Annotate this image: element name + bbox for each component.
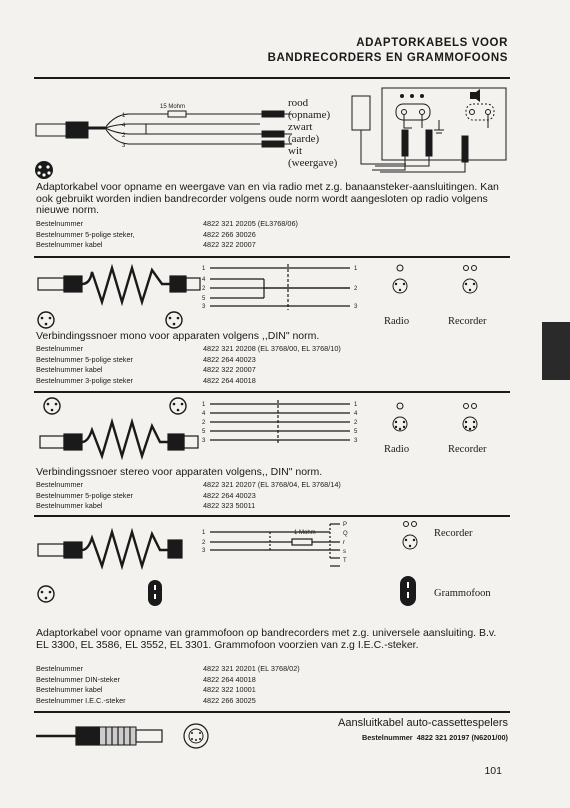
section5-diagram [36,718,226,754]
pin-label: 1 [122,113,126,119]
order-number: 4822 322 10001 [203,685,256,695]
pin-label: 5 [354,429,358,435]
order-number: 4822 321 20205 (EL3768/06) [203,219,298,228]
order-number: 4822 321 20197 (N6201/00) [416,733,508,742]
order-label: Bestelnummer [36,219,84,228]
section2-diagram [30,260,510,332]
section3-description: Verbindingssnoer stereo voor apparaten volgens,, DIN" norm. [36,466,323,478]
pin-label: 2 [202,540,206,546]
divider [34,391,510,393]
tape-reel-icon [464,266,469,271]
din-socket-icon [38,312,54,328]
order-number: 4822 264 40018 [203,674,256,684]
din-socket-icon [170,398,186,414]
pin-label: 1 [202,402,206,408]
microphone-icon [397,403,403,409]
order-row [36,675,300,686]
pin-label: 2 [354,286,358,292]
tape-reel-icon [404,522,409,527]
pin-label: 2 [202,286,206,292]
pin-label: 2 [122,133,126,139]
iec-plug-icon [400,576,416,606]
pin-label: T [343,558,347,564]
order-label: Bestelnummer [36,664,84,673]
pin-label: 1 [354,402,358,408]
din-plug-icon [36,124,66,136]
order-label: Bestelnummer 5-polige steker [36,354,133,364]
divider [34,515,510,517]
pin-label: 2 [202,420,206,426]
order-label: Bestelnummer kabel [36,365,103,375]
section3-order-list [36,480,341,512]
wire-label: rood [288,97,309,109]
pin-label: 1 [354,266,358,272]
order-row [36,230,298,241]
label-radio: Radio [384,316,410,327]
section2-order-list [36,344,341,386]
label-grammofoon: Grammofoon [434,588,491,599]
pin-label: Q [343,531,348,537]
pin-label: 1 [202,266,206,272]
label-recorder: Recorder [434,528,473,539]
order-number: 4822 266 30025 [203,695,256,705]
pin-label: 2 [354,420,358,426]
order-row [36,685,300,696]
divider [34,711,510,713]
order-label: Bestelnummer kabel [36,240,103,250]
order-label: Bestelnummer 5-polige steker, [36,229,135,239]
order-number: 4822 264 40023 [203,354,256,364]
order-number: 4822 264 40023 [203,490,256,500]
pin-label: 5 [202,429,206,435]
order-row [36,219,298,230]
order-label: Bestelnummer DIN-steker [36,674,120,684]
microphone-icon [397,265,403,271]
order-label: Bestelnummer kabel [36,501,103,511]
pin-label: 3 [354,304,358,310]
section4-order-list [36,664,300,706]
pin-label: 3 [354,438,358,444]
iec-plug-icon [148,580,162,606]
order-number: 4822 321 20201 (EL 3768/02) [203,664,300,673]
wire-label: (opname) [288,109,331,121]
section5-order [362,733,508,742]
din-socket-icon [35,161,53,179]
pin-label: 1 [202,530,206,536]
page-title: ADAPTORKABELS VOOR [356,37,508,49]
section1-order-list [36,219,298,251]
tape-reel-icon [464,404,469,409]
wire-label: wit [288,145,303,157]
pin-label: 4 [354,411,358,417]
order-row [36,501,341,512]
section3-diagram [30,394,510,462]
din-socket-icon [38,586,54,602]
section5-title: Aansluitkabel auto-cassettespelers [338,717,508,729]
page-number: 101 [484,765,502,777]
order-label: Bestelnummer [36,480,84,489]
order-number: 4822 321 20207 (EL 3768/04, EL 3768/14) [203,480,341,489]
divider [34,256,510,258]
pin-label: 4 [202,277,206,283]
page-subtitle: BANDRECORDERS EN GRAMMOFOONS [267,52,508,64]
pin-label: 3 [202,304,206,310]
order-number: 4822 321 20208 (EL 3768/00, EL 3768/10) [203,344,341,353]
resistor-label: 1 Mohm [294,530,316,536]
order-label: Bestelnummer 3-polige steker [36,375,133,385]
pin-label: 4 [202,411,206,417]
order-number: 4822 264 40018 [203,375,256,385]
label-recorder: Recorder [448,444,487,455]
section1-description: Adaptorkabel voor opname en weergave van en via radio met z.g. banaansteker-aansluitingen. Kan ook gebruikt worden indien bandrecorder volgens oude norm wordt aangesloten op radio volgens nieuwe norm. [36,181,499,216]
order-row [36,696,300,707]
din-socket-icon [184,724,208,748]
din-socket-icon [44,398,60,414]
section4-diagram [30,518,510,618]
pin-label: 5 [202,296,206,302]
order-row [36,240,298,251]
order-label: Bestelnummer kabel [36,685,103,695]
wire-label: (aarde) [288,133,320,145]
order-row [36,355,341,366]
order-row [36,480,341,491]
order-number: 4822 322 20007 [203,365,256,375]
order-number: 4822 266 30026 [203,229,256,239]
order-label: Bestelnummer [36,344,84,353]
wire-label: zwart [288,121,313,133]
order-label: Bestelnummer 5-polige steker [36,490,133,500]
order-label: Bestelnummer I.E.C.-steker [36,695,126,705]
order-row [36,344,341,355]
pin-label: 3 [122,143,126,149]
order-label: Bestelnummer [361,733,413,742]
divider [34,77,510,79]
wire-label: (weergave) [288,157,338,169]
din-socket-icon [166,312,182,328]
pin-label: P [343,522,348,528]
order-number: 4822 323 50011 [203,501,256,511]
order-row [36,664,300,675]
pin-label: 4 [122,123,126,129]
resistor-label: 15 Mohm [160,104,186,110]
section-tab-marker [542,322,570,380]
pin-label: 3 [202,548,206,554]
label-recorder: Recorder [448,316,487,327]
section2-description: Verbindingssnoer mono voor apparaten volgens ,,DIN" norm. [36,330,320,342]
order-row [36,365,341,376]
section4-description: Adaptorkabel voor opname van grammofoon op bandrecorders met z.g. universele aansluiting. B.v. EL 3300, EL 3586, EL 3552, EL 3301. Grammofoon voorzien van z.g I.E.C.-steker. [36,627,497,651]
pin-label: s [343,549,346,555]
order-row [36,491,341,502]
pin-label: 3 [202,438,206,444]
pin-label: r [343,540,345,546]
order-row [36,376,341,387]
label-radio: Radio [384,444,410,455]
order-number: 4822 322 20007 [203,240,256,250]
